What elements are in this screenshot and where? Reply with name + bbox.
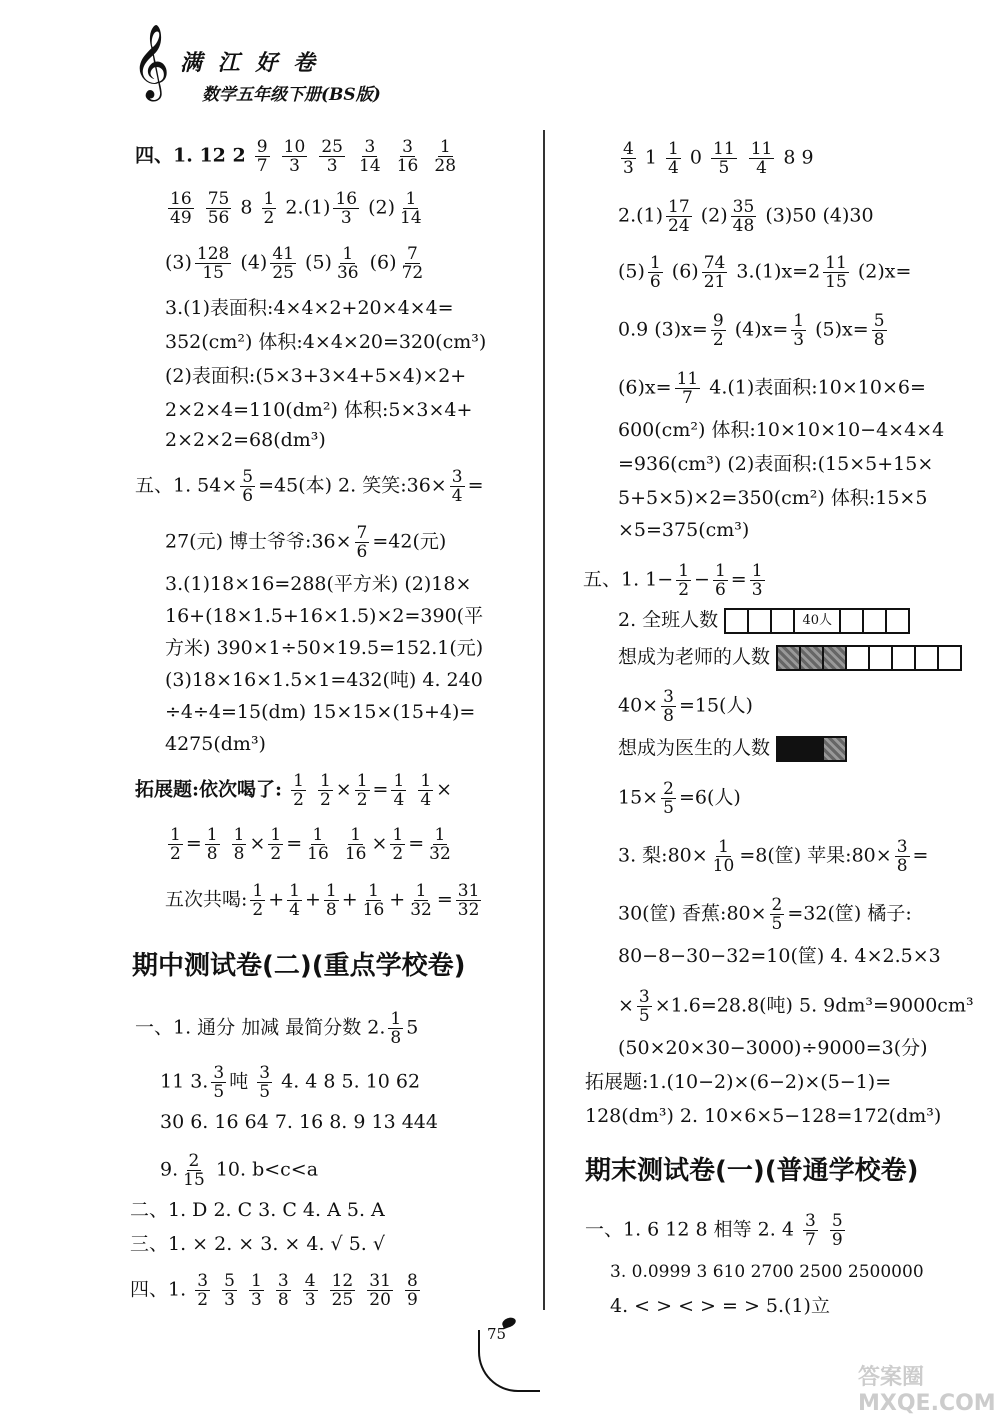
answer-line: 11 3. $\frac{3}{5}$ 吨 $\frac{3}{5}$ 4. 4 8 5. 10 62 [160,1063,421,1102]
brand-title: 满 江 好 卷 [180,50,319,76]
doctor-bar [776,736,847,762]
answer-line: 2×2×2=68(dm³) [165,429,326,451]
book-subtitle: 数学五年级下册(BS版) [202,85,381,105]
answer-line: 3. 梨:80× $\frac{1}{10}$ =8(筐) 苹果:80× $\frac{3}{8}$ = [618,837,929,876]
page-number: 75 [487,1325,507,1343]
answer-line: $\frac{1}{2}$ = $\frac{1}{8}$ $\frac{1}{8}$ × $\frac{1}{2}$ = $\frac{1}{16}$ $\frac{1}{16}$ × $\frac{1}{2}$ = $\frac{1}{32}$ [170,825,451,864]
answer-line: (2)表面积:(5×3+3×4+5×4)×2+ [165,365,467,387]
answer-line: 四、1. 12 2 $\frac{9}{7}$ $\frac{10}{3}$ $\frac{25}{3}$ $\frac{3}{14}$ $\frac{3}{16}$ $\frac{1}{28}$ [135,137,457,176]
answer-line: 4. < > < > = > 5.(1)立 [610,1295,830,1317]
answer-line: 想成为老师的人数 [618,645,962,671]
answer-line: (3) $\frac{128}{15}$ (4) $\frac{41}{25}$ (5) $\frac{1}{36}$ (6) $\frac{7}{72}$ [165,244,424,283]
answer-line: 15× $\frac{2}{5}$ =6(人) [618,779,741,818]
answer-line: 5+5×5)×2=350(cm²) 体积:15×5 [618,487,928,509]
answer-line: (50×20×30−3000)÷9000=3(分) [618,1037,928,1059]
teacher-bar [776,645,962,671]
answer-line: 拓展题:依次喝了: $\frac{1}{2}$ $\frac{1}{2}$ × $\frac{1}{2}$ = $\frac{1}{4}$ $\frac{1}{4}$ × [135,771,453,810]
answer-line: 3.(1)表面积:4×4×2+20×4×4= [165,297,454,319]
answer-line: 3.(1)18×16=288(平方米) (2)18× [165,573,472,595]
answer-line: × $\frac{3}{5}$ ×1.6=28.8(吨) 5. 9dm³=9000cm³ [618,987,974,1026]
answer-line: ×5=375(cm³) [618,519,750,541]
column-divider [543,130,545,1310]
answer-line: 30(筐) 香蕉:80× $\frac{2}{5}$ =32(筐) 橘子: [618,895,912,934]
answer-line: 四、1. $\frac{3}{2}$ $\frac{5}{3}$ $\frac{1}{3}$ $\frac{3}{8}$ $\frac{4}{3}$ $\frac{12}{25}$ $\frac{31}{20}$ $\frac{8}{9}$ [130,1271,418,1310]
answer-line: 9. $\frac{2}{15}$ 10. b<c<a [160,1151,319,1190]
answer-line: 352(cm²) 体积:4×4×20=320(cm³) [165,331,487,353]
answer-line: $\frac{4}{3}$ 1 $\frac{1}{4}$ 0 $\frac{11}{5}$ $\frac{11}{4}$ 8 9 [623,139,814,178]
answer-line: 4275(dm³) [165,733,266,755]
answer-line: 二、1. D 2. C 3. C 4. A 5. A [130,1199,385,1221]
answer-line: $\frac{16}{49}$ $\frac{75}{56}$ 8 $\frac{1}{2}$ 2.(1) $\frac{16}{3}$ (2) $\frac{1}{14}$ [170,189,422,228]
answer-line: 五、1. 1− $\frac{1}{2}$ − $\frac{1}{6}$ = $\frac{1}{3}$ [583,561,763,600]
answer-line: 27(元) 博士爷爷:36× $\frac{7}{6}$ =42(元) [165,523,447,562]
answer-line: 拓展题:1.(10−2)×(6−2)×(5−1)= [585,1071,892,1093]
answer-line: 3. 0.0999 3 610 2700 2500 2500000 [610,1262,924,1282]
answer-line: (6)x= $\frac{11}{7}$ 4.(1)表面积:10×10×6= [618,369,926,408]
answer-line: 30 6. 16 64 7. 16 8. 9 13 444 [160,1111,438,1133]
answer-line: 一、1. 6 12 8 相等 2. 4 $\frac{3}{7}$ $\frac{5}{9}$ [585,1211,843,1250]
answer-line: 想成为医生的人数 [618,736,847,762]
answer-line: 一、1. 通分 加减 最简分数 2. $\frac{1}{8}$ 5 [135,1009,419,1048]
answer-line: 16+(18×1.5+16×1.5)×2=390(平 [165,605,484,627]
answer-line: 2. 全班人数 40人 [618,608,910,634]
answer-line: ÷4÷4=15(dm) 15×15×(15+4)= [165,701,476,723]
answer-line: 2.(1) $\frac{17}{24}$ (2) $\frac{35}{48}$ (3)50 (4)30 [618,197,874,236]
answer-line: 600(cm²) 体积:10×10×10−4×4×4 [618,419,945,441]
answer-line: 0.9 (3)x= $\frac{9}{2}$ (4)x= $\frac{1}{3}$ (5)x= $\frac{5}{8}$ [618,311,885,350]
answer-line: 三、1. × 2. × 3. × 4. √ 5. √ [130,1233,385,1255]
answer-line: 80−8−30−32=10(筐) 4. 4×2.5×3 [618,945,941,967]
class-total-bar: 40人 [724,608,910,634]
answer-line: 五次共喝: $\frac{1}{2}$ + $\frac{1}{4}$ + $\frac{1}{8}$ + $\frac{1}{16}$ + $\frac{1}{32}$ = $\frac{31}{32}$ [165,881,480,920]
answer-line: (5) $\frac{1}{6}$ (6) $\frac{74}{21}$ 3.(1)x=2 $\frac{11}{15}$ (2)x= [618,253,912,292]
answer-line: (3)18×16×1.5×1=432(吨) 4. 240 [165,669,483,691]
answer-line: 128(dm³) 2. 10×6×5−128=172(dm³) [585,1105,942,1127]
watermark: 答案圈 MXQE.COM [858,1365,996,1416]
answer-line: 方米) 390×1÷50×19.5=152.1(元) [165,637,484,659]
section-title: 期末测试卷(一)(普通学校卷) [585,1156,919,1186]
answer-line: 2×2×4=110(dm²) 体积:5×3×4+ [165,399,473,421]
answer-line: 40× $\frac{3}{8}$ =15(人) [618,687,753,726]
answer-line: 五、1. 54× $\frac{5}{6}$ =45(本) 2. 笑笑:36× $\frac{3}{4}$ = [135,467,484,506]
answer-line: =936(cm³) (2)表面积:(15×5+15× [618,453,934,475]
section-title: 期中测试卷(二)(重点学校卷) [132,951,466,981]
treble-clef-icon: 𝄞 [132,25,170,99]
